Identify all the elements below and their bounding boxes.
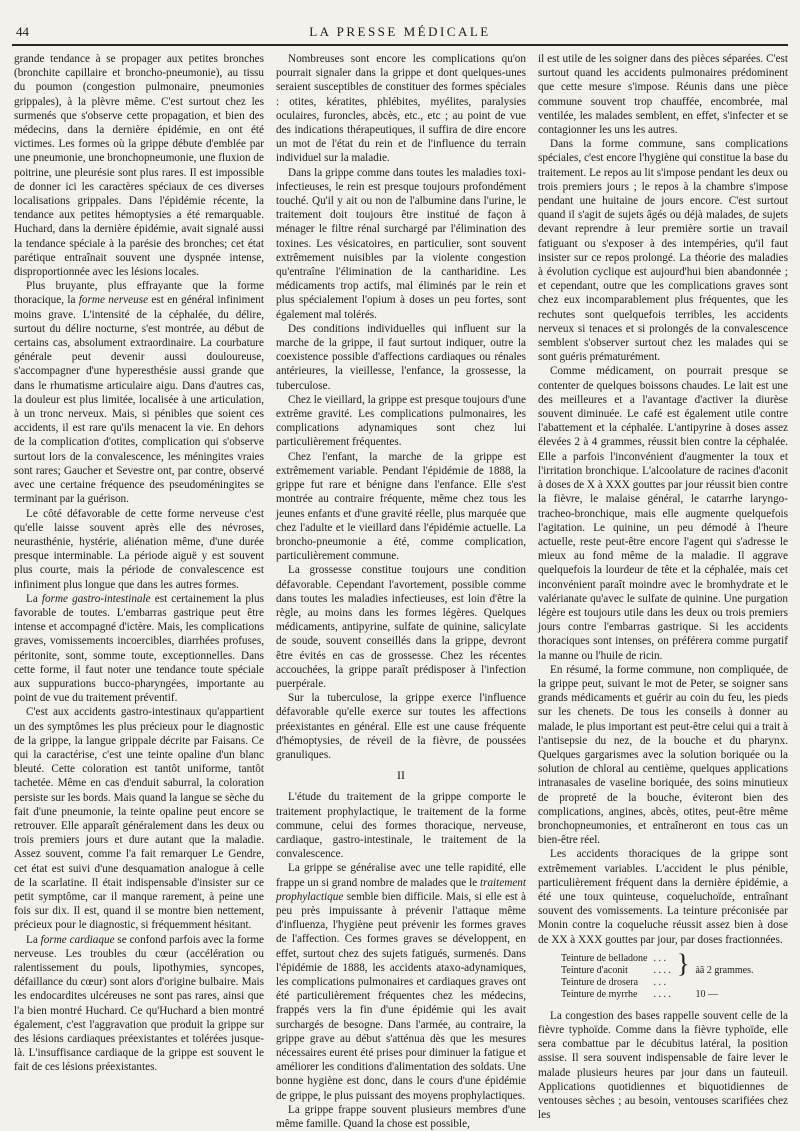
leader-dots: . . .: [653, 976, 666, 988]
article-columns: [14, 52, 788, 1131]
paragraph: C'est aux accidents gastro-intestinaux qu'appartient un des symptômes les plus précieux pour le diagnostic de la grippe, la langue grippale décrite par Faisans. Ce qui la caractérise, c'est une teinte opaline d'un blanc bleuté. Cette coloration est tantôt uniforme, tantôt tachetée. Même en cas d'enduit saburral, la coloration persiste sur les bords. Mais quand la langue se sèche du fait d'une pneumonie, la teinte opaline peut encore se retrouver. Elle apparaît généralement dans les deux ou trois premiers jours et dure autant que la maladie. Assez souvent, comme l'a fait remarquer Le Gendre, cet état est suivi d'une desquamation analogue à celle de la scarlatine. Il était indispensable d'insister sur ce petit symptôme, car il manque rarement, à peine une fois sur dix. Il est, quand il se montre bien nettement, précieux pour le diagnostic, si fréquemment hésitant.: [14, 706, 264, 932]
group-dose: àâ 2 grammes.: [695, 964, 754, 976]
paragraph: Nombreuses sont encore les complications qu'on pourrait signaler dans la grippe et dont quelques-unes seraient susceptibles de constituer des formes spéciales : otites, kératites, phlébites, myélites, paralysies oculaires, furoncles, abcès, etc., etc ; au point de vue des indications thérapeutiques, il suffira de dire encore un mot de l'état du rein et de l'influence du terrain individuel sur la maladie.: [276, 53, 526, 165]
prescription-table: [558, 948, 757, 1001]
paragraph: Le côté défavorable de cette forme nerveuse c'est qu'elle laisse souvent après elle des névroses, neurasthénie, hystérie, aliénation même, d'une durée presque interminable. La période aiguë y est souvent plus courte, mais la période de convalescence est infiniment plus longue que dans les autres formes.: [14, 507, 264, 591]
paragraph: Dans la grippe comme dans toutes les maladies toxi-infectieuses, le rein est presque toujours profondément touché. Qu'il y ait ou non de l'albumine dans l'urine, le traitement doit toujours être institué de façon à ménager le filtre rénal surchargé par l'élimination des toxines. Les vésicatoires, en particulier, sont souvent extrêmement nuisibles par la violente congestion qu'entraîne l'élimination de la cantharidine. Les médicaments trop actifs, mal éliminés par le rein et plus spécialement l'opium à doses un peu fortes, sont également mal tolérés.: [276, 166, 526, 321]
text-run: La grippe se généralise avec une telle rapidité, elle frappe un si grand nombre de malades que le: [276, 862, 526, 889]
italic-term: forme gastro-intestinale: [41, 592, 151, 605]
text-run: est certainement la plus favorable de toutes. L'embarras gastrique peut être intense et accompagné d'ictère. Mais, les complications graves, vomissements incoercibles, diarrhées profuses, péritonite, sont, somme toute, exceptionnelles. Dans cette forme, il faut noter une tendance toute spéciale aux suppurations bucco-pharyngées, importante au point de vue du traitement préventif.: [14, 592, 264, 705]
paragraph: La grippe frappe souvent plusieurs membres d'une même famille. Quand la chose est possible,: [276, 1103, 526, 1131]
paragraph: La grossesse constitue toujours une condition défavorable. Cependant l'avortement, possible comme dans toutes les maladies infectieuses, est loin d'être la règle, au moins dans les formes légères. Quelques médicaments, antipyrine, sulfate de quinine, salicylate de soude, souvent conseillés dans la grippe, devront être évités en cas de grossesse. Chez les récentes accouchées, la grippe paraît prédisposer à l'infection puerpérale.: [276, 564, 526, 690]
paragraph: Les accidents thoraciques de la grippe sont extrêmement variables. L'accident le plus pénible, particulièrement fréquent dans la dernière épidémie, a été une toux quinteuse, coqueluchoïde, entraînant souvent des vomissements. La teinture préconisée par Monin contre la coqueluche réussit assez bien à dose de XX à XXX gouttes par jour, par doses fractionnées.: [538, 848, 788, 946]
last-dose: 10 —: [695, 988, 718, 1000]
paragraph: il est utile de les soigner dans des pièces séparées. C'est surtout quand les accidents pulmonaires prédominent que cette mesure s'impose. Réunis dans une pièce commune souvent trop chauffée, encombrée, mal ventilée, les malades semblent, en effet, s'infecter et se contagionner les uns les autres.: [538, 53, 788, 137]
ingredient-name: Teinture de myrrhe: [561, 988, 638, 1000]
column-2: [276, 52, 526, 1131]
text-run: Plus bruyante, plus effrayante que la forme thoracique, la: [14, 280, 264, 307]
leader-dots: . . .: [653, 952, 666, 964]
paragraph: Chez le vieillard, la grippe est presque toujours d'une extrême gravité. Les complications pulmonaires, les complications adynamiques sont chez lui particulièrement fréquentes.: [276, 393, 526, 449]
paragraph: Comme médicament, on pourrait presque se contenter de quelques boissons chaudes. Le lait est une des meilleures et a l'avantage d'activer la diurèse souvent diminuée. Le café est également utile contre l'abattement et la céphalée. L'antipyrine à doses assez élevées 2 à 4 grammes, réussit bien contre la céphalée. Elle a parfois l'inconvénient d'augmenter la toux et l'irritation bronchique. L'alcoolature de racines d'aconit à doses de X à XXX gouttes par jour réussit bien contre la fièvre, le malaise général, le catarrhe laryngo-tracheo-bronchique, mais elle augmente quelquefois l'agitation. Le quinine, un peu démodé à l'heure actuelle, reste peut-être encore l'agent qui s'adresse le mieux au fond même de la maladie. Il aggrave quelquefois la lourdeur de tête et la céphalée, mais cet inconvénient paraît moindre avec le bromhydrate et le valérianate qu'avec le sulfate de quinine. Une purgation légère est toujours utile dans les deux ou trois premiers jours contre l'embarras gastrique. Si les accidents thoraciques sont intenses, on préférera comme purgatif la manne ou l'huile de ricin.: [538, 365, 788, 662]
leader-dots: . . . .: [653, 964, 671, 976]
paragraph: [14, 592, 264, 706]
spacer: [674, 989, 692, 1001]
journal-title: LA PRESSE MÉDICALE: [309, 24, 491, 39]
text-run: se confond parfois avec la forme nerveuse. Les troubles du cœur (accélération ou ralentissement du pouls, lipothymies, syncopes, défaillance du cœur) sont alors d'origine bulbaire. Mais les endocardites ulcéreuses ne sont pas rares, ainsi que l'a bien montré Huchard. Ce qu'Huchard a bien montré également, c'est l'aggravation que produit la grippe sur des lésions cardiaques préexistantes et tolérées jusque-là. L'insuffisance cardiaque de la grippe est souvent le fait de ces lésions préexistantes.: [14, 933, 264, 1074]
paragraph: [14, 933, 264, 1075]
leader-dots: . . . .: [653, 988, 671, 1000]
page-header: [12, 22, 788, 46]
text-run: La: [26, 592, 42, 605]
column-1: [14, 52, 264, 1110]
text-run: La: [26, 933, 41, 946]
paragraph: Des conditions individuelles qui influent sur la marche de la grippe, il faut surtout indiquer, outre la coexistence possible d'affections cardiaques ou rénales antérieures, la vieillesse, l'enfance, la grossesse, la tuberculose.: [276, 322, 526, 392]
italic-term: forme nerveuse: [78, 294, 149, 307]
paragraph: En résumé, la forme commune, non compliquée, de la grippe peut, suivant le mot de Peter, se soigner sans grands médicaments et guérir au coin du feu, les pieds sur les chenets. De tous les conseils à donner au malade, le plus important est peut-être celui qui a trait à l'antisepsie du nez, de la bouche et du pharynx. Quelques gargarismes avec la solution boriquée ou la solution de chloral au centième, quelques applications intranasales de vaseline boriquée, des soins minutieux de propreté de la bouche, éviteront bien des complications, angines, abcès, otites, peut-être même bronchopneumonies, et entraîneront en tous cas un bien-être réel.: [538, 663, 788, 847]
page-number: 44: [16, 24, 29, 39]
section-heading: II: [397, 768, 405, 783]
column-3: [538, 52, 788, 1122]
italic-term: traitement prophylactique: [276, 876, 526, 903]
prescription-row: [558, 953, 757, 965]
ingredient-name: Teinture d'aconit: [561, 964, 628, 976]
paragraph: Sur la tuberculose, la grippe exerce l'influence défavorable qu'elle exerce sur toutes les affections préexistantes en général. Elle est une cause fréquente d'hémoptysies, de réveil de la fièvre, de poussées granuliques.: [276, 692, 526, 761]
paragraph: [276, 861, 526, 1102]
text-run: semble bien difficile. Mais, si elle est à peu près impuissante à prévenir l'attaque même d'influenza, l'hygiène peut prévenir les formes graves de l'affection. Ces formes graves se développent, en effet, surtout chez des sujets fatigués, surmenés. Dans l'épidémie de 1888, les accidents ataxo-adynamiques, les complications pulmonaires et cardiaques graves ont été particulièrement fréquentes chez les médecins, frappés vers la fin d'une épidémie qui les avait surchargés de besogne. Dans l'armée, au contraire, la grippe grave au début s'atténua dès que les mesures nécessaires eurent été prises pour diminuer la fatigue et améliorer les conditions d'alimentation des soldats. Une bonne hygiène est donc, dans le cours d'une épidémie de grippe, le plus puissant des moyens prophylactiques.: [276, 890, 526, 1102]
paragraph: La congestion des bases rappelle souvent celle de la fièvre typhoïde. Comme dans la fièvre typhoïde, elle sera combattue par le décubitus latéral, la position assise. Il sera souvent indispensable de faire lever le malade plusieurs heures par jour dans un fauteuil. Applications quotidiennes et biquotidiennes de ventouses sèches ; au besoin, ventouses scarifiées chez les: [538, 1009, 788, 1122]
paragraph: Chez l'enfant, la marche de la grippe est extrêmement variable. Pendant l'épidémie de 1888, la grippe fut rare et bénigne dans l'enfance. Elle s'est montrée au contraire fréquente, même chez tous les jeunes enfants et d'une gravité réelle, plus marquée que chez l'adulte et le vieillard dans l'épidémie actuelle. La broncho-pneumonie a été, comme complication, particulièrement commune.: [276, 450, 526, 563]
paragraph: grande tendance à se propager aux petites bronches (bronchite capillaire et broncho-pneumonie), au tissu du poumon (congestion pulmonaire, pneumonies grippales), à la plèvre même. C'est surtout chez les surmenés que s'observe cette propagation, et bien des médecins, dans la dernière épidémie, en ont été victimes. Les formes où la grippe débute d'emblée par une pneumonie, une bronchopneumonie, une fluxion de poitrine, une pleurésie sont plus rares. Il est impossible de donner ici les caractères spéciaux de ces diverses localisations grippales. Dans l'épidémie récente, la tendance aux petites hémoptysies a été remarquable. Huchard, dans la dernière épidémie, avait signalé aussi la tendance spéciale à la parésie des bronches; cet état parétique entraînait souvent une dyspnée intense, disproportionnée avec les lésions locales.: [14, 53, 264, 279]
ingredient-name: Teinture de drosera: [561, 976, 639, 988]
text-run: est en général infiniment moins grave. L'intensité de la céphalée, du délire, surtout du délire nocturne, s'est montrée, au début de certains cas, absolument extraordinaire. La courbature générale peut devenir aussi douloureuse, s'accompagner d'une hyperesthésie aussi grande que dans le rhumatisme articulaire aigu. Dans d'autres cas, la douleur est plus limitée, localisée à une articulation, à un tronc nerveux. Mais, si pénibles que soient ces accidents, il est rare qu'ils menacent la vie. En dehors de la complication d'otites, complication qui s'observe surtout lors de la convalescence, les méningites vraies sont rares; Gaucher et Sevestre ont, par contre, observé avec une certaine fréquence des pseudoméningites se terminant par la guérison.: [14, 294, 265, 506]
brace: }: [676, 948, 690, 978]
paragraph: Dans la forme commune, sans complications spéciales, c'est encore l'hygiène qui constitue la base du traitement. Le repos au lit s'impose pendant les deux ou trois premiers jours ; le repos à la chambre s'impose pendant une huitaine de jours encore. C'est surtout quand il s'agit de sujets âgés ou déjà malades, de sujets devant reprendre à leur première sortie un travail fatiguant ou s'exposer à des intempéries, qu'il faut insister sur ce repos prolongé. La théorie des maladies à évolution cyclique est aujourd'hui bien abandonnée ; et cependant, outre que les complications graves sont chez eux incomparablement plus fréquentes, que les rechutes sont quelquefois terribles, les accidents nerveux si tenaces et si prolongés de la convalescence semblent s'observer surtout chez les malades qui se sont guéris prématurément.: [538, 138, 788, 364]
paragraph: [14, 279, 264, 506]
ingredient-name: Teinture de belladone: [561, 952, 648, 964]
prescription-row: [558, 989, 757, 1001]
italic-term: forme cardiaque: [40, 933, 115, 946]
paragraph: L'étude du traitement de la grippe comporte le traitement prophylactique, le traitement de la forme commune, celui des formes thoracique, nerveuse, cardiaque, gastro-intestinale, le traitement de la convalescence.: [276, 791, 526, 861]
